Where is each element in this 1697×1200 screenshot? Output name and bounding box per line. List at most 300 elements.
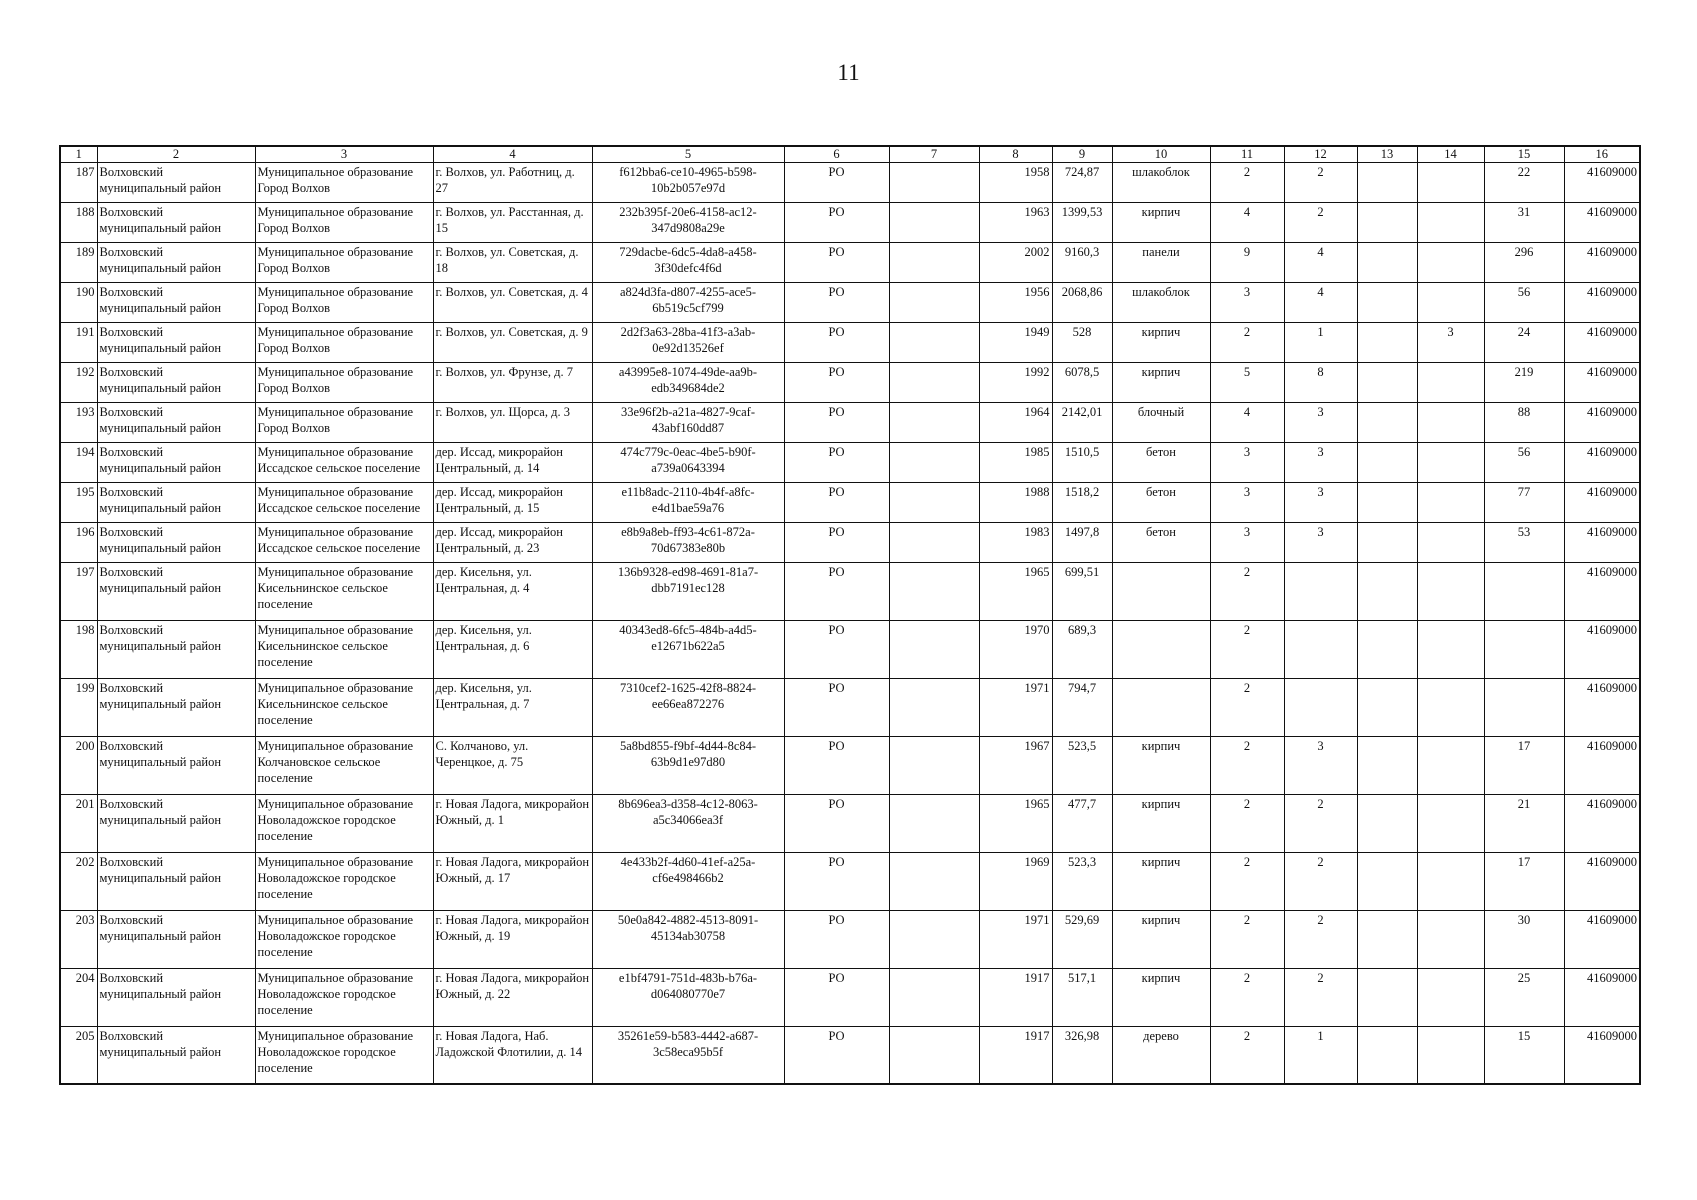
cell-col-14	[1417, 442, 1484, 482]
cell-material: кирпич	[1112, 968, 1210, 1026]
column-header-8: 8	[979, 146, 1052, 162]
cell-type: PO	[784, 242, 889, 282]
cell-area: 2068,86	[1052, 282, 1112, 322]
cell-entrances: 4	[1284, 242, 1357, 282]
cell-district: Волховский муниципальный район	[97, 736, 255, 794]
cell-oktmo: 41609000	[1564, 562, 1640, 620]
cell-year: 1967	[979, 736, 1052, 794]
cell-material: шлакоблок	[1112, 162, 1210, 202]
cell-year: 1958	[979, 162, 1052, 202]
cell-col-13	[1357, 162, 1417, 202]
cell-year: 1970	[979, 620, 1052, 678]
cell-apartments: 21	[1484, 794, 1564, 852]
cell-col-7	[889, 1026, 979, 1084]
table-row	[60, 794, 1640, 852]
cell-apartments: 77	[1484, 482, 1564, 522]
cell-col-7	[889, 282, 979, 322]
cell-area: 794,7	[1052, 678, 1112, 736]
cell-row-number: 201	[60, 794, 97, 852]
table-row	[60, 322, 1640, 362]
cell-address: дер. Иссад, микрорайон Центральный, д. 14	[433, 442, 592, 482]
cell-row-number: 197	[60, 562, 97, 620]
cell-type: PO	[784, 910, 889, 968]
cell-entrances: 1	[1284, 1026, 1357, 1084]
cell-row-number: 187	[60, 162, 97, 202]
cell-material: бетон	[1112, 522, 1210, 562]
cell-col-14	[1417, 968, 1484, 1026]
column-header-3: 3	[255, 146, 433, 162]
cell-entrances: 2	[1284, 202, 1357, 242]
cell-address: г. Волхов, ул. Щорса, д. 3	[433, 402, 592, 442]
cell-material: панели	[1112, 242, 1210, 282]
cell-oktmo: 41609000	[1564, 202, 1640, 242]
cell-guid: 232b395f-20e6-4158-ac12-347d9808a29e	[592, 202, 784, 242]
table-row	[60, 736, 1640, 794]
cell-col-13	[1357, 678, 1417, 736]
table-row	[60, 482, 1640, 522]
cell-col-14	[1417, 910, 1484, 968]
cell-type: PO	[784, 282, 889, 322]
cell-col-7	[889, 852, 979, 910]
cell-entrances: 2	[1284, 794, 1357, 852]
cell-area: 477,7	[1052, 794, 1112, 852]
cell-guid: 4e433b2f-4d60-41ef-a25a-cf6e498466b2	[592, 852, 784, 910]
cell-municipality: Муниципальное образование Город Волхов	[255, 162, 433, 202]
cell-address: дер. Иссад, микрорайон Центральный, д. 23	[433, 522, 592, 562]
cell-floors: 4	[1210, 202, 1284, 242]
cell-entrances	[1284, 678, 1357, 736]
cell-col-14	[1417, 1026, 1484, 1084]
cell-year: 1917	[979, 1026, 1052, 1084]
cell-district: Волховский муниципальный район	[97, 242, 255, 282]
cell-material	[1112, 620, 1210, 678]
cell-col-14	[1417, 620, 1484, 678]
cell-col-7	[889, 794, 979, 852]
cell-col-14	[1417, 242, 1484, 282]
cell-district: Волховский муниципальный район	[97, 162, 255, 202]
cell-col-13	[1357, 282, 1417, 322]
cell-area: 1399,53	[1052, 202, 1112, 242]
cell-apartments: 22	[1484, 162, 1564, 202]
cell-col-14	[1417, 562, 1484, 620]
column-header-15: 15	[1484, 146, 1564, 162]
cell-address: г. Волхов, ул. Советская, д. 18	[433, 242, 592, 282]
cell-type: PO	[784, 968, 889, 1026]
cell-guid: 136b9328-ed98-4691-81a7-dbb7191ec128	[592, 562, 784, 620]
column-header-13: 13	[1357, 146, 1417, 162]
cell-col-7	[889, 402, 979, 442]
cell-apartments: 56	[1484, 282, 1564, 322]
cell-row-number: 190	[60, 282, 97, 322]
cell-col-7	[889, 562, 979, 620]
cell-type: PO	[784, 482, 889, 522]
cell-entrances: 2	[1284, 852, 1357, 910]
cell-floors: 2	[1210, 322, 1284, 362]
cell-row-number: 204	[60, 968, 97, 1026]
cell-floors: 2	[1210, 162, 1284, 202]
cell-material	[1112, 678, 1210, 736]
cell-material: шлакоблок	[1112, 282, 1210, 322]
cell-col-14	[1417, 852, 1484, 910]
cell-municipality: Муниципальное образование Город Волхов	[255, 322, 433, 362]
cell-col-14	[1417, 402, 1484, 442]
cell-material: бетон	[1112, 482, 1210, 522]
cell-col-13	[1357, 968, 1417, 1026]
cell-col-14	[1417, 678, 1484, 736]
cell-col-13	[1357, 362, 1417, 402]
cell-apartments	[1484, 620, 1564, 678]
cell-floors: 2	[1210, 620, 1284, 678]
cell-row-number: 193	[60, 402, 97, 442]
cell-entrances: 2	[1284, 968, 1357, 1026]
cell-row-number: 203	[60, 910, 97, 968]
cell-entrances: 3	[1284, 522, 1357, 562]
cell-year: 1963	[979, 202, 1052, 242]
cell-district: Волховский муниципальный район	[97, 794, 255, 852]
cell-oktmo: 41609000	[1564, 522, 1640, 562]
cell-district: Волховский муниципальный район	[97, 482, 255, 522]
cell-col-14	[1417, 202, 1484, 242]
cell-floors: 3	[1210, 522, 1284, 562]
cell-row-number: 188	[60, 202, 97, 242]
cell-municipality: Муниципальное образование Город Волхов	[255, 282, 433, 322]
cell-municipality: Муниципальное образование Новоладожское городское поселение	[255, 968, 433, 1026]
cell-address: дер. Кисельня, ул. Центральная, д. 4	[433, 562, 592, 620]
cell-col-7	[889, 620, 979, 678]
cell-apartments	[1484, 678, 1564, 736]
cell-col-13	[1357, 242, 1417, 282]
cell-district: Волховский муниципальный район	[97, 442, 255, 482]
cell-col-7	[889, 910, 979, 968]
column-header-14: 14	[1417, 146, 1484, 162]
cell-oktmo: 41609000	[1564, 620, 1640, 678]
cell-col-7	[889, 442, 979, 482]
cell-col-13	[1357, 442, 1417, 482]
cell-guid: 5a8bd855-f9bf-4d44-8c84-63b9d1e97d80	[592, 736, 784, 794]
cell-floors: 2	[1210, 562, 1284, 620]
cell-type: PO	[784, 162, 889, 202]
cell-guid: 729dacbe-6dc5-4da8-a458-3f30defc4f6d	[592, 242, 784, 282]
cell-floors: 2	[1210, 1026, 1284, 1084]
cell-col-13	[1357, 322, 1417, 362]
cell-type: PO	[784, 562, 889, 620]
cell-municipality: Муниципальное образование Кисельнинское сельское поселение	[255, 620, 433, 678]
cell-col-14	[1417, 736, 1484, 794]
housing-registry-table	[59, 145, 1641, 1085]
cell-area: 699,51	[1052, 562, 1112, 620]
cell-row-number: 200	[60, 736, 97, 794]
cell-year: 1965	[979, 562, 1052, 620]
cell-col-14	[1417, 362, 1484, 402]
column-header-5: 5	[592, 146, 784, 162]
cell-material: кирпич	[1112, 736, 1210, 794]
cell-apartments: 17	[1484, 736, 1564, 794]
cell-guid: 7310cef2-1625-42f8-8824-ee66ea872276	[592, 678, 784, 736]
cell-row-number: 199	[60, 678, 97, 736]
cell-entrances: 2	[1284, 910, 1357, 968]
cell-row-number: 205	[60, 1026, 97, 1084]
cell-year: 1983	[979, 522, 1052, 562]
cell-floors: 2	[1210, 794, 1284, 852]
cell-type: PO	[784, 362, 889, 402]
cell-floors: 2	[1210, 968, 1284, 1026]
cell-entrances: 2	[1284, 162, 1357, 202]
cell-apartments: 88	[1484, 402, 1564, 442]
cell-material: кирпич	[1112, 202, 1210, 242]
cell-address: г. Новая Ладога, Наб. Ладожской Флотилии, д. 14	[433, 1026, 592, 1084]
cell-col-7	[889, 202, 979, 242]
column-header-7: 7	[889, 146, 979, 162]
column-header-4: 4	[433, 146, 592, 162]
cell-apartments: 56	[1484, 442, 1564, 482]
cell-year: 1917	[979, 968, 1052, 1026]
cell-row-number: 192	[60, 362, 97, 402]
cell-col-14	[1417, 522, 1484, 562]
table-row	[60, 162, 1640, 202]
cell-type: PO	[784, 736, 889, 794]
cell-area: 1518,2	[1052, 482, 1112, 522]
cell-entrances: 3	[1284, 402, 1357, 442]
cell-type: PO	[784, 442, 889, 482]
cell-address: г. Волхов, ул. Фрунзе, д. 7	[433, 362, 592, 402]
cell-area: 724,87	[1052, 162, 1112, 202]
cell-guid: 2d2f3a63-28ba-41f3-a3ab-0e92d13526ef	[592, 322, 784, 362]
cell-apartments: 296	[1484, 242, 1564, 282]
cell-entrances: 8	[1284, 362, 1357, 402]
cell-oktmo: 41609000	[1564, 442, 1640, 482]
column-header-2: 2	[97, 146, 255, 162]
cell-apartments: 17	[1484, 852, 1564, 910]
cell-col-7	[889, 322, 979, 362]
cell-district: Волховский муниципальный район	[97, 678, 255, 736]
cell-year: 1985	[979, 442, 1052, 482]
cell-col-14	[1417, 282, 1484, 322]
cell-col-7	[889, 968, 979, 1026]
cell-apartments	[1484, 562, 1564, 620]
cell-floors: 3	[1210, 442, 1284, 482]
cell-area: 528	[1052, 322, 1112, 362]
cell-area: 9160,3	[1052, 242, 1112, 282]
cell-col-7	[889, 162, 979, 202]
cell-type: PO	[784, 402, 889, 442]
cell-guid: a43995e8-1074-49de-aa9b-edb349684de2	[592, 362, 784, 402]
cell-row-number: 194	[60, 442, 97, 482]
cell-guid: 474c779c-0eac-4be5-b90f-a739a0643394	[592, 442, 784, 482]
cell-col-13	[1357, 202, 1417, 242]
cell-floors: 2	[1210, 910, 1284, 968]
cell-material	[1112, 562, 1210, 620]
cell-col-13	[1357, 482, 1417, 522]
cell-district: Волховский муниципальный район	[97, 402, 255, 442]
cell-district: Волховский муниципальный район	[97, 1026, 255, 1084]
cell-floors: 3	[1210, 282, 1284, 322]
cell-district: Волховский муниципальный район	[97, 968, 255, 1026]
cell-district: Волховский муниципальный район	[97, 362, 255, 402]
table-row	[60, 1026, 1640, 1084]
cell-address: г. Новая Ладога, микрорайон Южный, д. 22	[433, 968, 592, 1026]
cell-type: PO	[784, 852, 889, 910]
cell-district: Волховский муниципальный район	[97, 852, 255, 910]
cell-oktmo: 41609000	[1564, 910, 1640, 968]
header-row	[60, 146, 1640, 162]
cell-col-13	[1357, 522, 1417, 562]
cell-area: 1497,8	[1052, 522, 1112, 562]
cell-apartments: 219	[1484, 362, 1564, 402]
cell-area: 523,5	[1052, 736, 1112, 794]
cell-material: кирпич	[1112, 322, 1210, 362]
cell-municipality: Муниципальное образование Иссадское сельское поселение	[255, 482, 433, 522]
cell-material: кирпич	[1112, 362, 1210, 402]
table-row	[60, 620, 1640, 678]
cell-municipality: Муниципальное образование Колчановское сельское поселение	[255, 736, 433, 794]
cell-address: г. Волхов, ул. Советская, д. 4	[433, 282, 592, 322]
cell-material: бетон	[1112, 442, 1210, 482]
cell-col-13	[1357, 562, 1417, 620]
cell-address: г. Волхов, ул. Расстанная, д. 15	[433, 202, 592, 242]
cell-year: 1971	[979, 678, 1052, 736]
cell-guid: 8b696ea3-d358-4c12-8063-a5c34066ea3f	[592, 794, 784, 852]
cell-oktmo: 41609000	[1564, 852, 1640, 910]
cell-col-14	[1417, 482, 1484, 522]
cell-type: PO	[784, 1026, 889, 1084]
cell-address: г. Волхов, ул. Работниц, д. 27	[433, 162, 592, 202]
cell-material: кирпич	[1112, 794, 1210, 852]
cell-municipality: Муниципальное образование Город Волхов	[255, 202, 433, 242]
cell-district: Волховский муниципальный район	[97, 562, 255, 620]
cell-type: PO	[784, 620, 889, 678]
cell-col-14	[1417, 162, 1484, 202]
cell-address: г. Новая Ладога, микрорайон Южный, д. 19	[433, 910, 592, 968]
cell-guid: 40343ed8-6fc5-484b-a4d5-e12671b622a5	[592, 620, 784, 678]
cell-entrances: 4	[1284, 282, 1357, 322]
cell-floors: 9	[1210, 242, 1284, 282]
cell-area: 6078,5	[1052, 362, 1112, 402]
cell-municipality: Муниципальное образование Иссадское сельское поселение	[255, 522, 433, 562]
cell-col-7	[889, 678, 979, 736]
cell-municipality: Муниципальное образование Новоладожское городское поселение	[255, 794, 433, 852]
cell-guid: e1bf4791-751d-483b-b76a-d064080770e7	[592, 968, 784, 1026]
cell-year: 1956	[979, 282, 1052, 322]
cell-address: г. Новая Ладога, микрорайон Южный, д. 17	[433, 852, 592, 910]
cell-col-13	[1357, 620, 1417, 678]
cell-row-number: 198	[60, 620, 97, 678]
cell-type: PO	[784, 794, 889, 852]
cell-material: кирпич	[1112, 852, 1210, 910]
cell-area: 523,3	[1052, 852, 1112, 910]
cell-apartments: 30	[1484, 910, 1564, 968]
column-header-6: 6	[784, 146, 889, 162]
cell-oktmo: 41609000	[1564, 162, 1640, 202]
cell-municipality: Муниципальное образование Новоладожское городское поселение	[255, 852, 433, 910]
cell-floors: 2	[1210, 678, 1284, 736]
table-row	[60, 242, 1640, 282]
cell-guid: e11b8adc-2110-4b4f-a8fc-e4d1bae59a76	[592, 482, 784, 522]
column-header-1: 1	[60, 146, 97, 162]
cell-material: блочный	[1112, 402, 1210, 442]
cell-floors: 3	[1210, 482, 1284, 522]
cell-floors: 2	[1210, 852, 1284, 910]
cell-area: 2142,01	[1052, 402, 1112, 442]
cell-entrances	[1284, 562, 1357, 620]
cell-oktmo: 41609000	[1564, 242, 1640, 282]
cell-year: 1971	[979, 910, 1052, 968]
table-header	[60, 146, 1640, 162]
cell-area: 517,1	[1052, 968, 1112, 1026]
cell-municipality: Муниципальное образование Город Волхов	[255, 402, 433, 442]
cell-col-13	[1357, 736, 1417, 794]
table-body	[60, 162, 1640, 1084]
cell-guid: e8b9a8eb-ff93-4c61-872a-70d67383e80b	[592, 522, 784, 562]
column-header-9: 9	[1052, 146, 1112, 162]
cell-municipality: Муниципальное образование Новоладожское городское поселение	[255, 1026, 433, 1084]
cell-district: Волховский муниципальный район	[97, 322, 255, 362]
cell-col-7	[889, 242, 979, 282]
cell-guid: 35261e59-b583-4442-a687-3c58eca95b5f	[592, 1026, 784, 1084]
cell-district: Волховский муниципальный район	[97, 620, 255, 678]
cell-oktmo: 41609000	[1564, 736, 1640, 794]
cell-district: Волховский муниципальный район	[97, 522, 255, 562]
cell-year: 2002	[979, 242, 1052, 282]
page-number: 11	[837, 60, 860, 85]
cell-address: дер. Иссад, микрорайон Центральный, д. 15	[433, 482, 592, 522]
cell-col-7	[889, 362, 979, 402]
column-header-12: 12	[1284, 146, 1357, 162]
cell-col-14	[1417, 794, 1484, 852]
table-row	[60, 362, 1640, 402]
cell-material: кирпич	[1112, 910, 1210, 968]
cell-apartments: 25	[1484, 968, 1564, 1026]
cell-entrances	[1284, 620, 1357, 678]
cell-year: 1965	[979, 794, 1052, 852]
cell-district: Волховский муниципальный район	[97, 910, 255, 968]
cell-row-number: 191	[60, 322, 97, 362]
cell-entrances: 3	[1284, 736, 1357, 794]
cell-type: PO	[784, 322, 889, 362]
cell-col-13	[1357, 852, 1417, 910]
cell-address: С. Колчаново, ул. Черенцкое, д. 75	[433, 736, 592, 794]
cell-oktmo: 41609000	[1564, 678, 1640, 736]
cell-address: г. Новая Ладога, микрорайон Южный, д. 1	[433, 794, 592, 852]
cell-col-13	[1357, 910, 1417, 968]
cell-municipality: Муниципальное образование Город Волхов	[255, 362, 433, 402]
table-row	[60, 202, 1640, 242]
cell-municipality: Муниципальное образование Иссадское сельское поселение	[255, 442, 433, 482]
cell-floors: 5	[1210, 362, 1284, 402]
cell-col-7	[889, 482, 979, 522]
cell-area: 529,69	[1052, 910, 1112, 968]
cell-guid: 50e0a842-4882-4513-8091-45134ab30758	[592, 910, 784, 968]
cell-col-7	[889, 736, 979, 794]
cell-guid: a824d3fa-d807-4255-ace5-6b519c5cf799	[592, 282, 784, 322]
cell-year: 1969	[979, 852, 1052, 910]
cell-oktmo: 41609000	[1564, 362, 1640, 402]
cell-area: 326,98	[1052, 1026, 1112, 1084]
column-header-11: 11	[1210, 146, 1284, 162]
cell-oktmo: 41609000	[1564, 402, 1640, 442]
cell-oktmo: 41609000	[1564, 482, 1640, 522]
cell-type: PO	[784, 202, 889, 242]
cell-floors: 4	[1210, 402, 1284, 442]
cell-oktmo: 41609000	[1564, 322, 1640, 362]
cell-address: дер. Кисельня, ул. Центральная, д. 7	[433, 678, 592, 736]
cell-district: Волховский муниципальный район	[97, 282, 255, 322]
cell-area: 689,3	[1052, 620, 1112, 678]
cell-col-13	[1357, 402, 1417, 442]
cell-col-7	[889, 522, 979, 562]
cell-col-13	[1357, 794, 1417, 852]
cell-oktmo: 41609000	[1564, 794, 1640, 852]
table-row	[60, 402, 1640, 442]
